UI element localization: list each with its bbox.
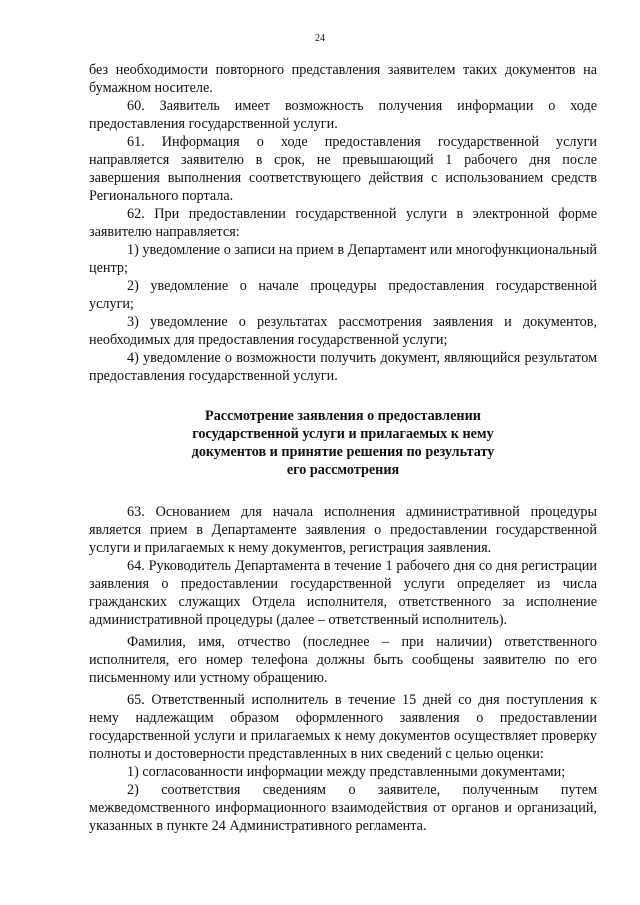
paragraph-continuation: без необходимости повторного представления заявителем таких документов на бумажном носителе. (89, 62, 597, 96)
list-item-62-4: 4) уведомление о возможности получить документ, являющийся результатом предоставления государственной услуги. (89, 350, 597, 384)
document-body (89, 61, 597, 835)
list-item-65-1: 1) согласованности информации между представленными документами; (127, 764, 566, 780)
paragraph-60: 60. Заявитель имеет возможность получения информации о ходе предоставления государственной услуги. (89, 98, 597, 132)
paragraph-63: 63. Основанием для начала исполнения административной процедуры является прием в Департаменте заявления о предоставлении государственной услуги и прилагаемых к нему документов, регистрация заявления. (89, 504, 597, 556)
heading-line: его рассмотрения (286, 462, 400, 478)
list-item-62-2: 2) уведомление о начале процедуры предоставления государственной услуги; (89, 278, 597, 312)
paragraph-64-contact: Фамилия, имя, отчество (последнее – при наличии) ответственного исполнителя, его номер телефона должны быть сообщены заявителю по его письменному или устному обращению. (89, 634, 597, 686)
list-item-62-1: 1) уведомление о записи на прием в Департамент или многофункциональный центр; (89, 242, 597, 276)
heading-line: Рассмотрение заявления о предоставлении (205, 408, 481, 424)
paragraph-65: 65. Ответственный исполнитель в течение 15 дней со дня поступления к нему надлежащим образом оформленного заявления о предоставлении государственной услуги и прилагаемых к нему документов осуществляет проверку полноты и достоверности представленных в них сведений с целью оценки: (89, 692, 597, 762)
paragraph-61: 61. Информация о ходе предоставления государственной услуги направляется заявителю в срок, не превышающий 1 рабочего дня после завершения выполнения соответствующего действия с использованием средств Регионального портала. (89, 134, 597, 204)
heading-line: государственной услуги и прилагаемых к нему (192, 426, 494, 442)
page-number: 24 (315, 33, 325, 44)
paragraph-62: 62. При предоставлении государственной услуги в электронной форме заявителю направляется: (89, 206, 597, 240)
list-item-65-2: 2) соответствия сведениям о заявителе, полученным путем межведомственного информационного взаимодействия от органов и организаций, указанных в пункте 24 Административного регламента. (89, 782, 597, 834)
paragraph-64: 64. Руководитель Департамента в течение 1 рабочего дня со дня регистрации заявления о предоставлении государственной услуги определяет из числа гражданских служащих Отдела исполнителя, ответственного за исполнение административной процедуры (далее – ответственный исполнитель). (89, 558, 597, 628)
heading-line: документов и принятие решения по результату (191, 444, 495, 460)
list-item-62-3: 3) уведомление о результатах рассмотрения заявления и документов, необходимых для предоставления государственной услуги; (89, 314, 597, 348)
section-heading (89, 407, 597, 479)
